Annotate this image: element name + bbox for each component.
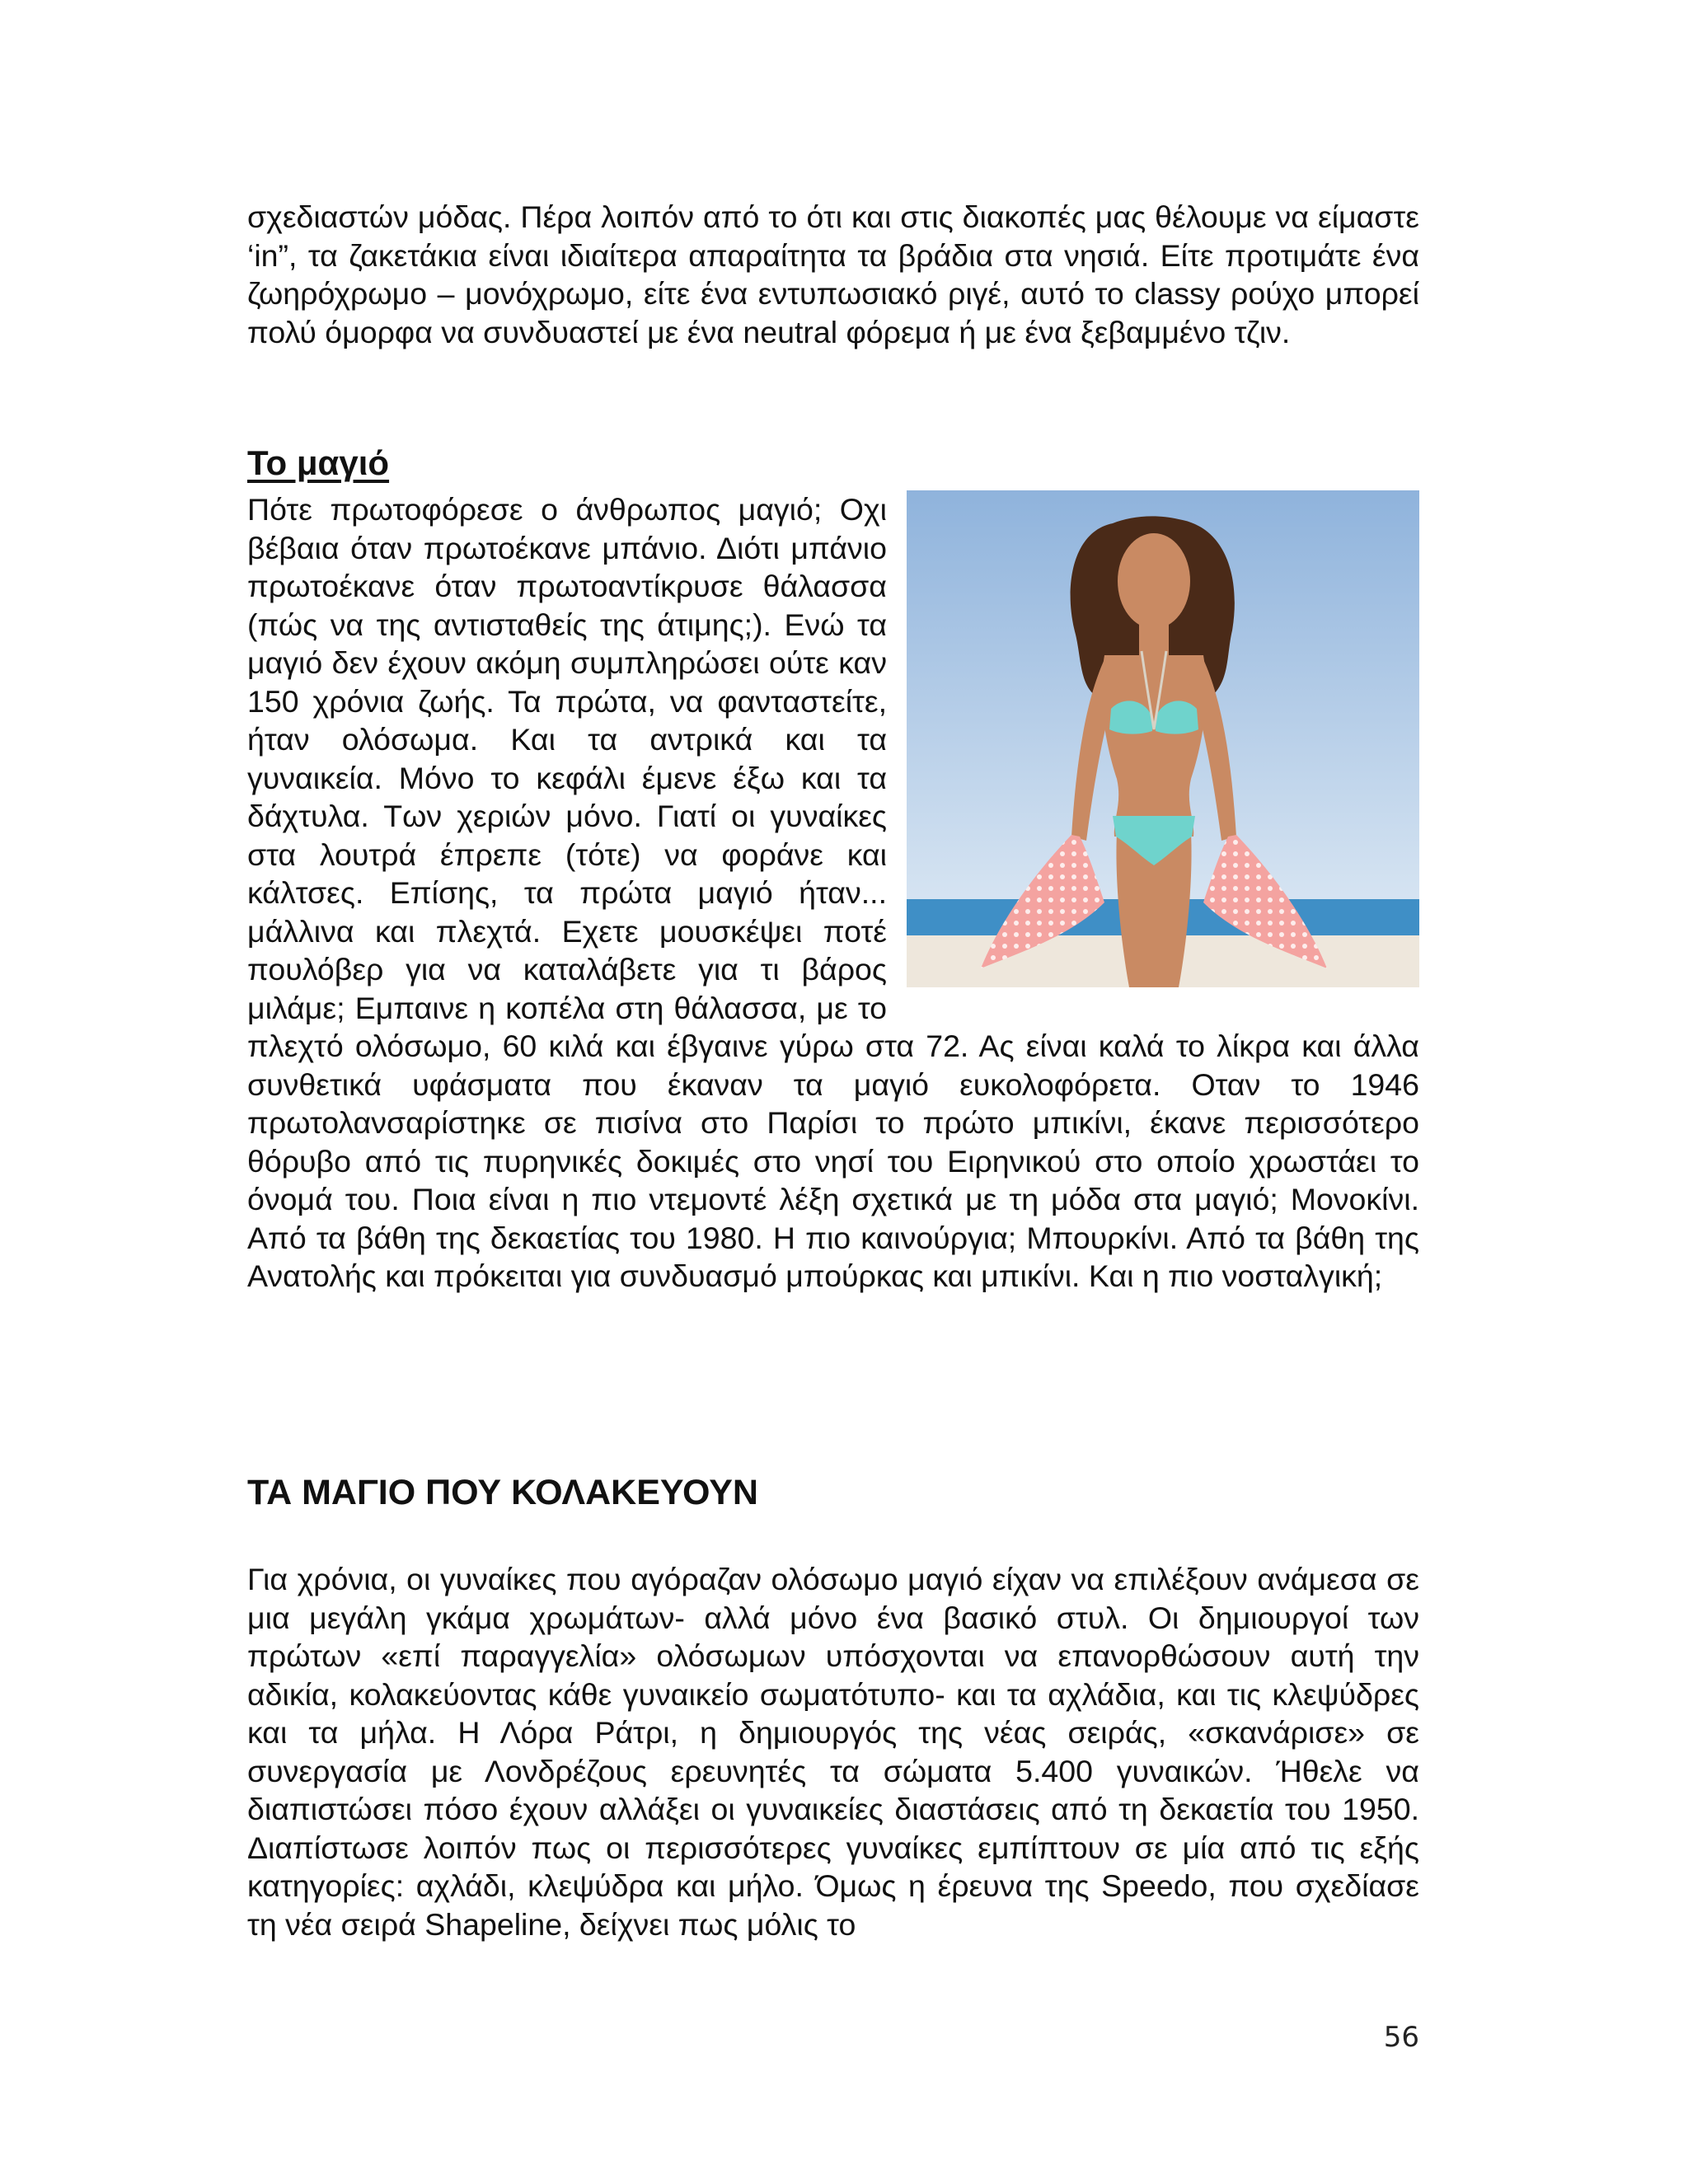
beach-swimsuit-photo (907, 490, 1419, 987)
flattering-heading: ΤΑ ΜΑΓΙΟ ΠΟΥ ΚΟΛΑΚΕΥΟΥΝ (247, 1473, 758, 1512)
head (1118, 533, 1190, 629)
beach-swimsuit-illustration (907, 490, 1419, 987)
page-number: 56 (1383, 2021, 1419, 2054)
swimsuit-section (247, 490, 1419, 1296)
intro-paragraph: σχεδιαστών μόδας. Πέρα λοιπόν από το ότι και στις διακοπές μας θέλουμε να είμαστε ‘in”, τα ζακετάκια είναι ιδιαίτερα απαραίτητα τα βράδια στα νησιά. Είτε προτιμάτε ένα ζωηρόχρωμο – μονόχρωμο, είτε ένα εντυπωσιακό ριγέ, αυτό το classy ρούχο μπορεί πολύ όμορφα να συνδυαστεί με ένα neutral φόρεμα ή με ένα ξεβαμμένο τζιν. (247, 199, 1419, 349)
neck (1139, 622, 1169, 655)
flattering-paragraph: Για χρόνια, οι γυναίκες που αγόραζαν ολόσωμο μαγιό είχαν να επιλέξουν ανάμεσα σε μια μεγάλη γκάμα χρωμάτων- αλλά μόνο ένα βασικό στυλ. Οι δημιουργοί των πρώτων «επί παραγγελία» ολόσωμων υπόσχονται να επανορθώσουν αυτή την αδικία, κολακεύοντας κάθε γυναικείο σωματότυπο- και τα αχλάδια, και τις κλεψύδρες και τα μήλα. Η Λόρα Ράτρι, η δημιουργός της νέας σειράς, «σκανάρισε» σε συνεργασία με Λονδρέζους ερευνητές τα σώματα 5.400 γυναικών. Ήθελε να διαπιστώσει πόσο έχουν αλλάξει οι γυναικείες διαστάσεις από τη δεκαετία του 1950. Διαπίστωσε λοιπόν πως οι περισσότερες γυναίκες εμπίπτουν σε μία από τις εξής κατηγορίες: αχλάδι, κλεψύδρα και μήλο. Όμως η έρευνα της Speedo, που σχεδίασε τη νέα σειρά Shapeline, δείχνει πως μόλις το (247, 1562, 1419, 1942)
swimsuit-paragraph: Πότε πρωτοφόρεσε ο άνθρωπος μαγιό; Οχι βέβαια όταν πρωτοέκανε μπάνιο. Διότι μπάνιο πρωτοέκανε όταν πρωτοαντίκρυσε θάλασσα (πώς να της αντισταθείς της άτιμης;). Ενώ τα μαγιό δεν έχουν ακόμη συμπληρώσει ούτε καν 150 χρόνια ζωής. Τα πρώτα, να φανταστείτε, ήταν ολόσωμα. Και τα αντρικά και τα γυναικεία. Μόνο το κεφάλι έμενε έξω και τα δάχτυλα. Των χεριών μόνο. Γιατί οι γυναίκες στα λουτρά έπρεπε (τότε) να φοράνε και κάλτσες. Επίσης, τα πρώτα μαγιό ήταν... μάλλινα και πλεχτά. Εχετε μουσκέψει ποτέ πουλόβερ για να καταλάβετε για τι βάρος μιλάμε; Εμπαινε η κοπέλα στη θάλασσα, με το πλεχτό ολόσωμο, 60 κιλά και έβγαινε γύρω στα 72. Ας είναι καλά το λίκρα και άλλα συνθετικά υφάσματα που έκαναν τα μαγιό ευκολοφόρετα. Οταν το 1946 πρωτολανσαρίστηκε σε πισίνα στο Παρίσι το πρώτο μπικίνι, έκανε περισσότερο θόρυβο από τις πυρηνικές δοκιμές στο νησί του Ειρηνικού στο οποίο χρωστάει το όνομά του. Ποια είναι η πιο ντεμοντέ λέξη σχετικά με τη μόδα στα μαγιό; Μονοκίνι. Από τα βάθη της δεκαετίας του 1980. Η πιο καινούργια; Μπουρκίνι. Από τα βάθη της Ανατολής και πρόκειται για συνδυασμό μπούρκας και μπικίνι. Και η πιο νοσταλγική; (247, 492, 1419, 1293)
swimsuit-heading: Το μαγιό (247, 443, 390, 482)
